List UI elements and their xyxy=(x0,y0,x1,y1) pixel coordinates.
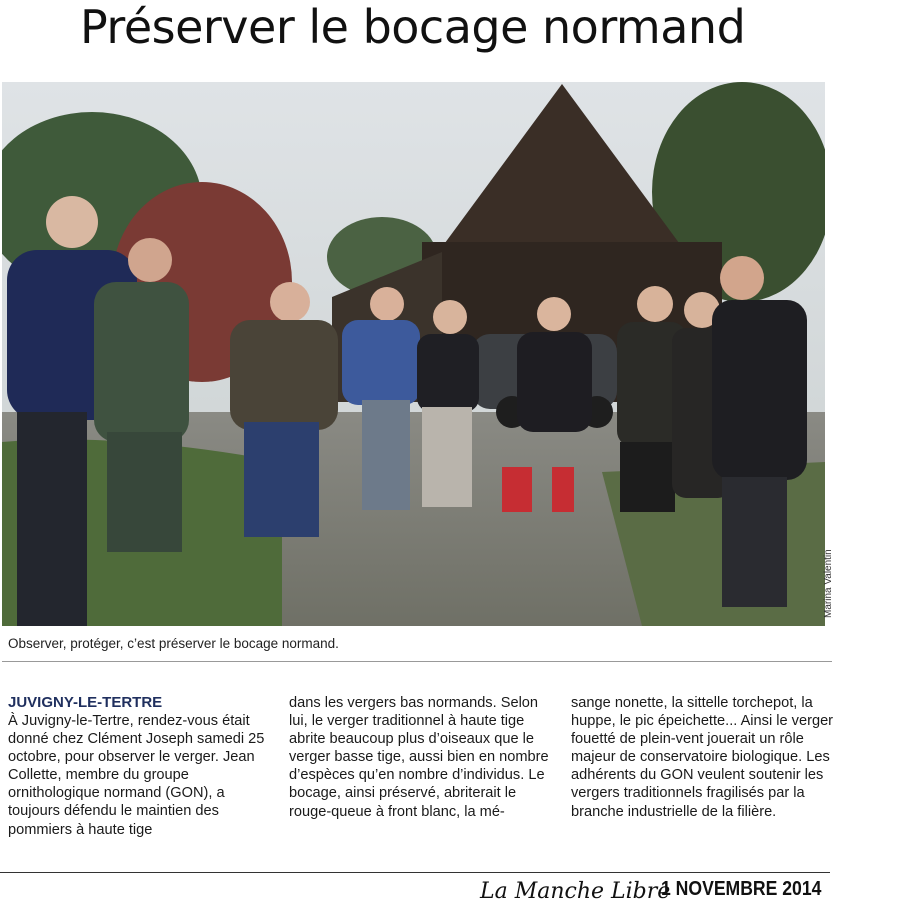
article-text-col2: dans les vergers bas normands. Selon lui, le verger traditionnel à haute tige abrite beaucoup plus d’oiseaux que le verger basse tige, aussi bien en nombre d’espèces qu’en nombre d’individus. Le bocage, ainsi préservé, abriterait le rouge-queue à front blanc, la mé- xyxy=(289,695,549,820)
publication-logo: La Manche Libre xyxy=(480,879,671,904)
photo-caption: Observer, protéger, c’est préserver le bocage normand. xyxy=(8,636,339,651)
article-column-2 xyxy=(289,694,557,821)
article-text-col3: sange nonette, la sittelle torchepot, la huppe, le pic épeichette... Ainsi le verger fouetté de plein-vent jouerait un rôle majeur de conservatoire biologique. Les adhérents du GON veulent soutenir les vergers traditionnels fragilisés par la branche industrielle de la filière. xyxy=(571,695,834,820)
article-title: Préserver le bocage normand xyxy=(80,0,746,54)
article-text-col1: À Juvigny-le-Tertre, rendez-vous était donné chez Clément Joseph samedi 25 octobre, pour observer le verger. Jean Collette, membre du groupe ornithologique normand (GON), a toujours défendu le maintien des pommiers à haute tige xyxy=(8,713,265,838)
publication-date: 1 NOVEMBRE 2014 xyxy=(661,878,822,900)
article-photo xyxy=(2,82,825,626)
article-kicker: JUVIGNY-LE-TERTRE xyxy=(8,694,163,711)
article-column-1 xyxy=(8,694,276,839)
group-photo-illustration xyxy=(2,82,825,626)
photo-credit: Marina Valentin xyxy=(823,549,834,618)
caption-divider xyxy=(2,661,832,662)
footer-divider xyxy=(0,872,830,873)
article-column-3 xyxy=(571,694,839,821)
